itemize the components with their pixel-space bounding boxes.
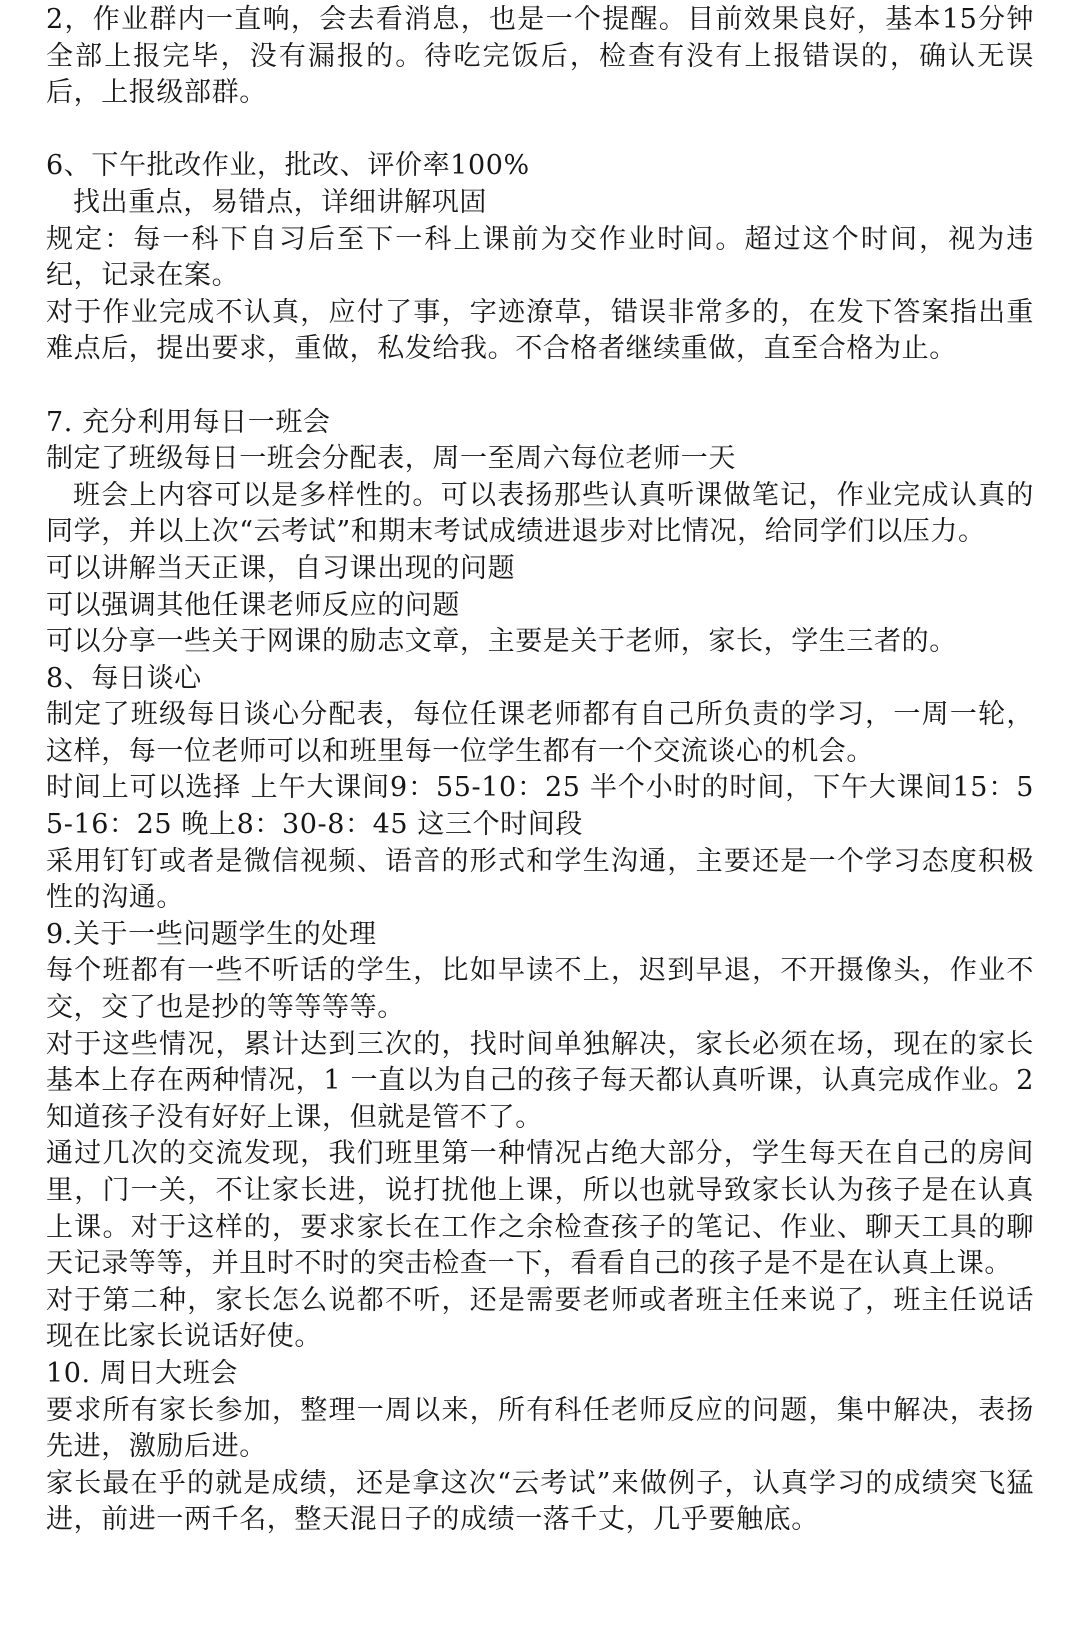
paragraph-spacer	[46, 368, 1034, 405]
document-paragraph: 制定了班级每日谈心分配表，每位任课老师都有自己所负责的学习，一周一轮，这样，每一位老师可以和班里每一位学生都有一个交流谈心的机会。	[46, 699, 1034, 767]
document-paragraph: 对于这些情况，累计达到三次的，找时间单独解决，家长必须在场，现在的家长基本上存在两种情况，1 一直以为自己的孩子每天都认真听课，认真完成作业。2 知道孩子没有好好上课，但就是管不了。	[46, 1028, 1034, 1133]
document-paragraph: 通过几次的交流发现，我们班里第一种情况占绝大部分，学生每天在自己的房间里，门一关，不让家长进，说打扰他上课，所以也就导致家长认为孩子是在认真上课。对于这样的，要求家长在工作之余检查孩子的笔记、作业、聊天工具的聊天记录等等，并且时不时的突击检查一下，看看自己的孩子是不是在认真上课。	[46, 1138, 1034, 1280]
document-paragraph: 班会上内容可以是多样性的。可以表扬那些认真听课做笔记，作业完成认真的同学，并以上次“云考试”和期末考试成绩进退步对比情况，给同学们以压力。	[46, 479, 1034, 548]
document-paragraph: 2，作业群内一直响，会去看消息，也是一个提醒。目前效果良好，基本15分钟全部上报完毕，没有漏报的。待吃完饭后，检查有没有上报错误的，确认无误后，上报级部群。	[46, 4, 1034, 109]
document-paragraph: 时间上可以选择 上午大课间9：55-10：25 半个小时的时间，下午大课间15：55-16：25 晚上8：30-8：45 这三个时间段	[46, 772, 1034, 841]
document-paragraph: 家长最在乎的就是成绩，还是拿这次“云考试”来做例子，认真学习的成绩突飞猛进，前进一两千名，整天混日子的成绩一落千丈，几乎要触底。	[46, 1467, 1034, 1536]
document-paragraph: 8、每日谈心	[46, 662, 202, 694]
document-paragraph: 6、下午批改作业，批改、评价率100%	[46, 150, 530, 182]
document-paragraph: 对于第二种，家长怎么说都不听，还是需要老师或者班主任来说了，班主任说话现在比家长说话好使。	[46, 1284, 1034, 1353]
document-paragraph: 采用钉钉或者是微信视频、语音的形式和学生沟通，主要还是一个学习态度积极性的沟通。	[46, 845, 1034, 914]
document-paragraph: 7. 充分利用每日一班会	[46, 406, 331, 438]
document-paragraph: 对于作业完成不认真，应付了事，字迹潦草，错误非常多的，在发下答案指出重难点后，提出要求，重做，私发给我。不合格者继续重做，直至合格为止。	[46, 296, 1034, 365]
document-paragraph: 制定了班级每日一班会分配表，周一至周六每位老师一天	[46, 443, 736, 475]
document-paragraph: 每个班都有一些不听话的学生，比如早读不上，迟到早退，不开摄像头，作业不交，交了也是抄的等等等等。	[46, 955, 1034, 1024]
document-paragraph: 找出重点，易错点，详细讲解巩固	[73, 186, 487, 218]
document-paragraph: 9.关于一些问题学生的处理	[46, 918, 377, 950]
document-paragraph: 可以分享一些关于网课的励志文章，主要是关于老师，家长，学生三者的。	[46, 626, 957, 658]
document-paragraph: 可以讲解当天正课，自习课出现的问题	[46, 552, 516, 584]
document-paragraph: 要求所有家长参加，整理一周以来，所有科任老师反应的问题，集中解决，表扬先进，激励后进。	[46, 1394, 1034, 1463]
document-paragraph: 10. 周日大班会	[46, 1357, 238, 1389]
paragraph-spacer	[46, 112, 1034, 149]
document-paragraph: 规定：每一科下自习后至下一科上课前为交作业时间。超过这个时间，视为违纪，记录在案。	[46, 223, 1034, 292]
document-paragraph: 可以强调其他任课老师反应的问题	[46, 589, 460, 621]
